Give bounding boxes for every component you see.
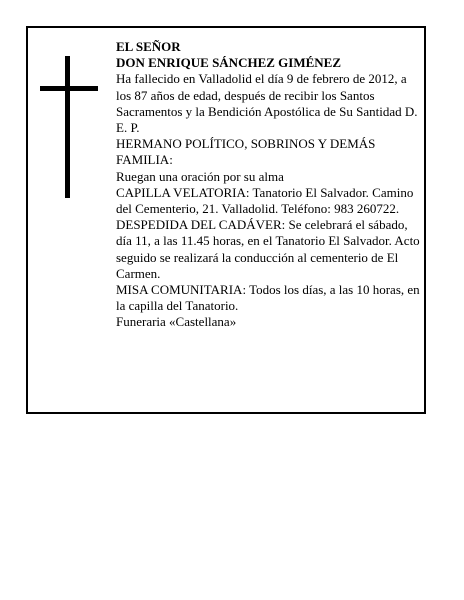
death-announcement: Ha fallecido en Valladolid el día 9 de febrero de 2012, a los 87 años de edad, después de recibir los Santos Sacramentos y la Bendición Apostólica de Su Santidad D. E. P. <box>116 71 418 136</box>
cross-vertical-bar <box>65 56 70 198</box>
community-mass-info: MISA COMUNITARIA: Todos los días, a las 10 horas, en la capilla del Tanatorio. <box>116 282 420 314</box>
deceased-name: DON ENRIQUE SÁNCHEZ GIMÉNEZ <box>116 55 342 71</box>
prayer-request: Ruegan una oración por su alma <box>116 168 284 184</box>
cross-icon <box>40 56 98 198</box>
cross-horizontal-bar <box>40 86 98 91</box>
family-line: HERMANO POLÍTICO, SOBRINOS Y DEMÁS FAMILIA: <box>116 136 376 168</box>
obituary-notice-frame <box>26 26 426 414</box>
farewell-info: DESPEDIDA DEL CADÁVER: Se celebrará el sábado, día 11, a las 11.45 horas, en el Tanatorio El Salvador. Acto seguido se realizará la conducción al cementerio de El Carmen. <box>116 217 420 281</box>
notice-heading: EL SEÑOR <box>116 39 181 54</box>
funeral-home: Funeraria «Castellana» <box>116 314 237 330</box>
obituary-text <box>116 39 422 331</box>
wake-chapel-info: CAPILLA VELATORIA: Tanatorio El Salvador. Camino del Cementerio, 21. Valladolid. Teléfono: 983 260722. <box>116 184 414 217</box>
